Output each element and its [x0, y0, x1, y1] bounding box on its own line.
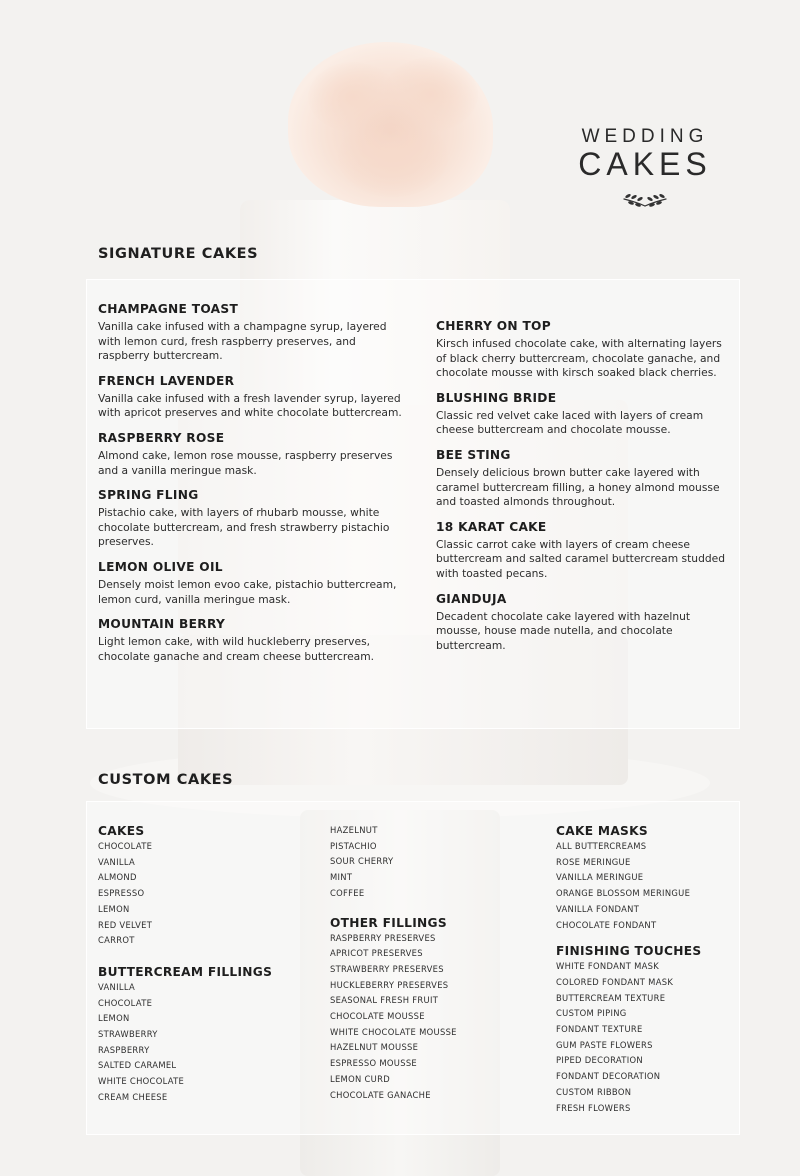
custom-col-2	[330, 823, 457, 1119]
cake-name: BEE STING	[436, 447, 511, 462]
cake-description: Light lemon cake, with wild huckleberry preserves, chocolate ganache and cream cheese buttercream.	[98, 635, 375, 663]
signature-cakes-title: SIGNATURE CAKES	[98, 246, 259, 262]
cake-description: Densely moist lemon evoo cake, pistachio buttercream, lemon curd, vanilla meringue mask.	[98, 577, 397, 606]
option-item: VANILLA FONDANT	[556, 903, 640, 914]
option-item: VANILLA MERINGUE	[556, 872, 644, 883]
option-group	[556, 824, 701, 933]
signature-item	[98, 560, 403, 607]
option-group	[330, 823, 457, 902]
custom-cakes-title: CUSTOM CAKES	[98, 772, 234, 788]
cake-description: Vanilla cake infused with a fresh lavender syrup, layered with apricot preserves and white chocolate buttercream.	[98, 391, 402, 420]
option-item: APRICOT PRESERVES	[330, 948, 423, 959]
option-item: ALMOND	[98, 872, 137, 883]
option-item: CREAM CHEESE	[98, 1091, 168, 1102]
signature-item	[436, 319, 728, 381]
cake-description: Classic red velvet cake laced with layers of cream cheese buttercream and chocolate mousse.	[436, 408, 704, 437]
option-item: HAZELNUT MOUSSE	[330, 1042, 419, 1053]
cake-name: LEMON OLIVE OIL	[98, 559, 223, 574]
cake-description: Almond cake, lemon rose mousse, raspberry preserves and a vanilla meringue mask.	[98, 448, 393, 477]
option-group-heading: CAKE MASKS	[556, 824, 648, 838]
option-item: ROSE MERINGUE	[556, 856, 631, 867]
signature-item	[98, 374, 403, 421]
cake-description: Kirsch infused chocolate cake, with alternating layers of black cherry buttercream, chocolate ganache, and chocolate mousse with kirsch soaked black cherries.	[436, 337, 722, 380]
option-item: FONDANT DECORATION	[556, 1071, 661, 1082]
cake-description: Pistachio cake, with layers of rhubarb mousse, white chocolate buttercream, and fresh strawberry pistachio preserves.	[98, 506, 390, 549]
option-group-heading: FINISHING TOUCHES	[556, 944, 702, 959]
signature-item	[436, 592, 728, 654]
option-item: STRAWBERRY	[98, 1029, 158, 1040]
cake-name: SPRING FLING	[98, 488, 199, 503]
signature-item	[98, 617, 403, 664]
option-item: FONDANT TEXTURE	[556, 1024, 643, 1035]
option-item: GUM PASTE FLOWERS	[556, 1039, 653, 1050]
custom-col-3	[556, 824, 701, 1132]
cake-description: Decadent chocolate cake layered with hazelnut mousse, house made nutella, and chocolate buttercream.	[436, 609, 691, 652]
option-item: CHOCOLATE MOUSSE	[330, 1011, 425, 1022]
cake-name: CHAMPAGNE TOAST	[98, 302, 239, 316]
custom-col-1	[98, 824, 272, 1122]
option-item: MINT	[330, 872, 353, 883]
option-item: SEASONAL FRESH FRUIT	[330, 995, 439, 1006]
option-group	[556, 944, 701, 1116]
option-group-heading: CAKES	[98, 824, 145, 838]
signature-item	[436, 520, 728, 582]
option-item: SALTED CARAMEL	[98, 1060, 177, 1071]
option-item: FRESH FLOWERS	[556, 1102, 631, 1113]
option-group-heading: OTHER FILLINGS	[330, 915, 447, 930]
cake-name: CHERRY ON TOP	[436, 319, 551, 333]
option-item: LEMON	[98, 903, 130, 914]
option-item: HUCKLEBERRY PRESERVES	[330, 979, 449, 990]
option-group	[98, 965, 272, 1106]
option-item: CHOCOLATE FONDANT	[556, 919, 657, 930]
option-item: WHITE FONDANT MASK	[556, 961, 660, 972]
option-item: BUTTERCREAM TEXTURE	[556, 992, 666, 1003]
signature-col-right	[436, 319, 728, 663]
option-item: CUSTOM PIPING	[556, 1008, 627, 1019]
option-item: CUSTOM RIBBON	[556, 1086, 632, 1097]
option-item: STRAWBERRY PRESERVES	[330, 963, 444, 974]
cake-name: 18 KARAT CAKE	[436, 519, 547, 534]
option-item: WHITE CHOCOLATE MOUSSE	[330, 1026, 457, 1037]
option-item: LEMON CURD	[330, 1073, 390, 1084]
option-item: VANILLA	[98, 856, 136, 867]
option-item: CHOCOLATE	[98, 841, 153, 851]
cake-description: Vanilla cake infused with a champagne syrup, layered with lemon curd, fresh raspberry preserves, and raspberry buttercream.	[98, 320, 387, 363]
menu-header	[560, 126, 730, 209]
option-group	[330, 916, 457, 1104]
signature-col-left	[98, 302, 403, 674]
signature-item	[436, 391, 728, 438]
option-item: ESPRESSO	[98, 888, 145, 899]
option-item: COLORED FONDANT MASK	[556, 976, 674, 987]
option-item: HAZELNUT	[330, 825, 378, 835]
option-item: PISTACHIO	[330, 840, 377, 851]
cake-name: BLUSHING BRIDE	[436, 390, 557, 405]
option-item: COFFEE	[330, 887, 365, 898]
signature-item	[98, 488, 403, 550]
sugar-flower	[288, 42, 493, 207]
header-line1: WEDDING	[581, 126, 709, 147]
option-item: ESPRESSO MOUSSE	[330, 1058, 418, 1069]
option-item: WHITE CHOCOLATE	[98, 1076, 185, 1087]
cake-name: FRENCH LAVENDER	[98, 373, 235, 388]
signature-item	[436, 448, 728, 510]
option-item: RASPBERRY	[98, 1044, 150, 1055]
signature-item	[98, 431, 403, 478]
option-item: RASPBERRY PRESERVES	[330, 932, 436, 943]
cake-name: RASPBERRY ROSE	[98, 430, 225, 445]
option-item: SOUR CHERRY	[330, 856, 394, 867]
header-line2: CAKES	[578, 146, 712, 182]
option-item: ALL BUTTERCREAMS	[556, 841, 647, 851]
cake-description: Classic carrot cake with layers of cream cheese buttercream and salted caramel buttercream studded with toasted pecans.	[436, 537, 725, 580]
sprig-icon	[618, 189, 672, 209]
option-item: LEMON	[98, 1013, 130, 1024]
cake-description: Densely delicious brown butter cake layered with caramel buttercream filling, a honey almond mousse and toasted almonds throughout.	[436, 465, 720, 509]
option-item: ORANGE BLOSSOM MERINGUE	[556, 888, 691, 899]
option-group-heading: BUTTERCREAM FILLINGS	[98, 964, 273, 979]
option-item: CHOCOLATE	[98, 997, 153, 1008]
option-item: CHOCOLATE GANACHE	[330, 1089, 431, 1100]
cake-name: MOUNTAIN BERRY	[98, 617, 226, 632]
signature-item	[98, 302, 403, 364]
option-item: RED VELVET	[98, 919, 153, 930]
option-item: PIPED DECORATION	[556, 1055, 643, 1066]
option-item: CARROT	[98, 935, 135, 946]
option-item: VANILLA	[98, 981, 136, 992]
cake-name: GIANDUJA	[436, 591, 507, 606]
option-group	[98, 824, 272, 949]
